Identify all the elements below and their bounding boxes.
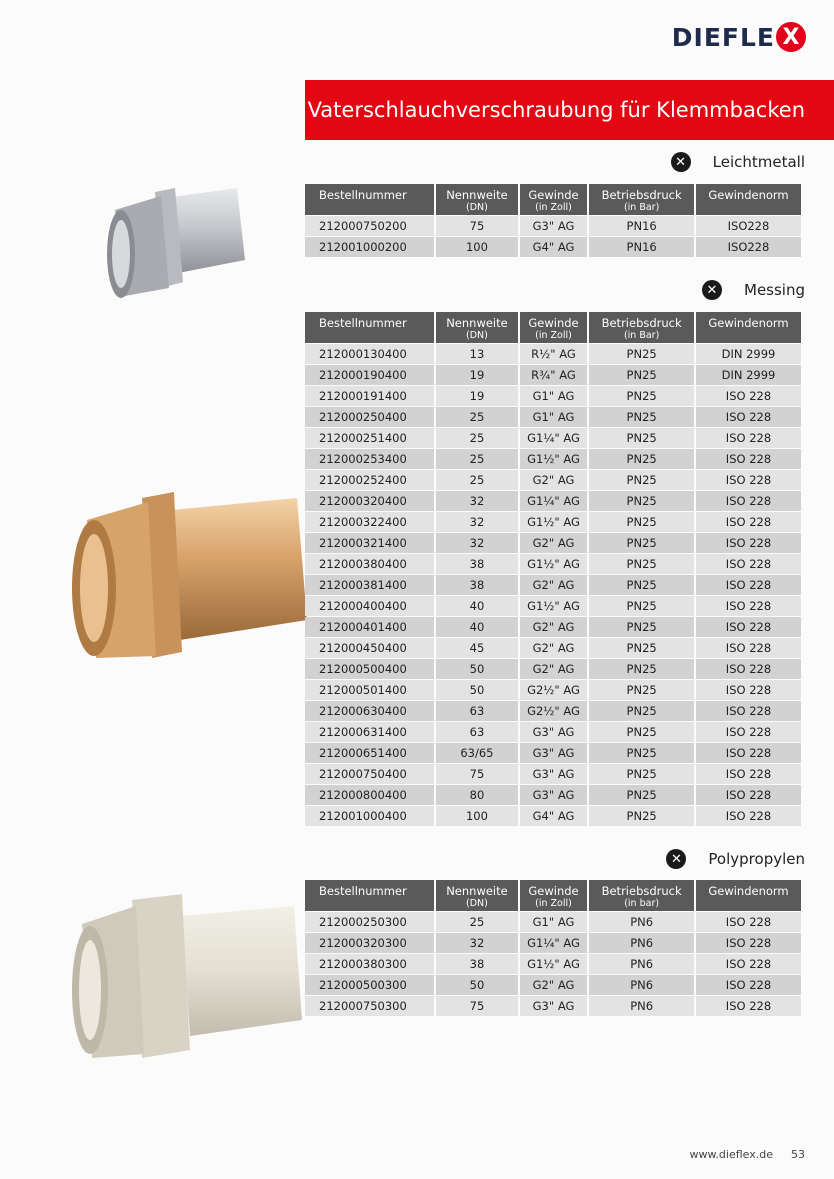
- col-header-betriebsdruck: Betriebsdruck (in bar): [589, 880, 694, 911]
- cell-gewindenorm: ISO 228: [696, 407, 801, 427]
- cell-gewindenorm: ISO 228: [696, 743, 801, 763]
- cell-bestellnummer: 212000630400: [305, 701, 434, 721]
- cell-betriebsdruck: PN25: [589, 638, 694, 658]
- cell-gewinde: G1½" AG: [520, 512, 588, 532]
- cell-nennweite: 63: [436, 701, 518, 721]
- cell-gewindenorm: ISO 228: [696, 449, 801, 469]
- cell-bestellnummer: 212000190400: [305, 365, 434, 385]
- brand-x-icon: X: [776, 22, 806, 52]
- cell-gewinde: G1¼" AG: [520, 428, 588, 448]
- cell-bestellnummer: 212000380300: [305, 954, 434, 974]
- cell-bestellnummer: 212000381400: [305, 575, 434, 595]
- cell-gewindenorm: ISO 228: [696, 428, 801, 448]
- cell-bestellnummer: 212000750300: [305, 996, 434, 1016]
- cell-gewindenorm: ISO 228: [696, 701, 801, 721]
- cell-betriebsdruck: PN25: [589, 659, 694, 679]
- cell-gewindenorm: ISO 228: [696, 659, 801, 679]
- cell-betriebsdruck: PN6: [589, 933, 694, 953]
- table-row: [305, 975, 801, 995]
- cell-betriebsdruck: PN25: [589, 554, 694, 574]
- cell-gewindenorm: ISO 228: [696, 722, 801, 742]
- cell-bestellnummer: 212000651400: [305, 743, 434, 763]
- cell-bestellnummer: 212000321400: [305, 533, 434, 553]
- cell-betriebsdruck: PN25: [589, 617, 694, 637]
- cell-gewinde: G1" AG: [520, 407, 588, 427]
- table-row: [305, 764, 801, 784]
- brand-logo: [672, 22, 806, 52]
- cell-betriebsdruck: PN6: [589, 996, 694, 1016]
- cell-nennweite: 40: [436, 617, 518, 637]
- cell-gewindenorm: ISO 228: [696, 680, 801, 700]
- cell-gewinde: G2" AG: [520, 659, 588, 679]
- cell-nennweite: 50: [436, 680, 518, 700]
- cell-gewindenorm: ISO 228: [696, 912, 801, 932]
- cell-nennweite: 40: [436, 596, 518, 616]
- table-row: [305, 554, 801, 574]
- col-header-betriebsdruck: Betriebsdruck (in Bar): [589, 184, 694, 215]
- table-polypropylen: [303, 879, 803, 1017]
- cell-bestellnummer: 212000401400: [305, 617, 434, 637]
- cell-betriebsdruck: PN25: [589, 386, 694, 406]
- col-header-nennweite: Nennweite (DN): [436, 312, 518, 343]
- cell-gewindenorm: ISO 228: [696, 470, 801, 490]
- cell-nennweite: 38: [436, 954, 518, 974]
- cell-betriebsdruck: PN25: [589, 743, 694, 763]
- col-header-gewindenorm: Gewindenorm: [696, 184, 801, 215]
- section-label-polypropylen: ✕ Polypropylen: [666, 849, 805, 869]
- footer-url[interactable]: www.dieflex.de: [689, 1148, 773, 1161]
- cell-betriebsdruck: PN25: [589, 575, 694, 595]
- cell-nennweite: 75: [436, 764, 518, 784]
- table-row: [305, 344, 801, 364]
- cell-bestellnummer: 212001000400: [305, 806, 434, 826]
- cell-gewinde: G2½" AG: [520, 701, 588, 721]
- cell-nennweite: 32: [436, 512, 518, 532]
- cell-gewinde: G3" AG: [520, 785, 588, 805]
- col-header-gewinde: Gewinde (in Zoll): [520, 184, 588, 215]
- table-row: [305, 659, 801, 679]
- cell-bestellnummer: 212000380400: [305, 554, 434, 574]
- cell-nennweite: 38: [436, 554, 518, 574]
- cell-gewindenorm: ISO 228: [696, 491, 801, 511]
- table-row: [305, 575, 801, 595]
- cell-gewinde: G3" AG: [520, 743, 588, 763]
- cell-betriebsdruck: PN6: [589, 954, 694, 974]
- leichtmetall-fitting-image: [95, 170, 255, 310]
- cell-bestellnummer: 212000500300: [305, 975, 434, 995]
- cell-bestellnummer: 212000251400: [305, 428, 434, 448]
- cell-bestellnummer: 212000130400: [305, 344, 434, 364]
- table-row: [305, 806, 801, 826]
- cell-bestellnummer: 212000250400: [305, 407, 434, 427]
- cell-bestellnummer: 212000500400: [305, 659, 434, 679]
- cell-gewinde: R¾" AG: [520, 365, 588, 385]
- cell-betriebsdruck: PN25: [589, 365, 694, 385]
- table-row: [305, 216, 801, 236]
- table-messing: [303, 311, 803, 827]
- cell-gewindenorm: DIN 2999: [696, 344, 801, 364]
- cell-nennweite: 32: [436, 933, 518, 953]
- cell-betriebsdruck: PN25: [589, 470, 694, 490]
- cell-nennweite: 75: [436, 216, 518, 236]
- cell-bestellnummer: 212000501400: [305, 680, 434, 700]
- cell-betriebsdruck: PN25: [589, 596, 694, 616]
- cell-bestellnummer: 212000450400: [305, 638, 434, 658]
- cell-gewindenorm: ISO 228: [696, 575, 801, 595]
- table-row: [305, 596, 801, 616]
- table-row: [305, 638, 801, 658]
- cell-gewindenorm: ISO 228: [696, 764, 801, 784]
- table-row: [305, 785, 801, 805]
- cell-gewindenorm: ISO 228: [696, 533, 801, 553]
- cell-gewindenorm: ISO 228: [696, 596, 801, 616]
- col-header-bestellnummer: Bestellnummer: [305, 184, 434, 215]
- cell-bestellnummer: 212000322400: [305, 512, 434, 532]
- table-row: [305, 407, 801, 427]
- cell-gewinde: G2" AG: [520, 617, 588, 637]
- cell-gewinde: G4" AG: [520, 237, 588, 257]
- cell-nennweite: 25: [436, 407, 518, 427]
- cell-bestellnummer: 212000252400: [305, 470, 434, 490]
- cell-betriebsdruck: PN25: [589, 533, 694, 553]
- messing-fitting-image: [62, 480, 312, 670]
- cell-nennweite: 25: [436, 470, 518, 490]
- cell-nennweite: 25: [436, 449, 518, 469]
- table-row: [305, 954, 801, 974]
- cell-bestellnummer: 212000400400: [305, 596, 434, 616]
- cell-betriebsdruck: PN25: [589, 722, 694, 742]
- close-x-icon: ✕: [702, 280, 722, 300]
- cell-nennweite: 80: [436, 785, 518, 805]
- col-header-nennweite: Nennweite (DN): [436, 184, 518, 215]
- cell-gewinde: G2" AG: [520, 975, 588, 995]
- cell-gewindenorm: ISO 228: [696, 638, 801, 658]
- cell-nennweite: 63: [436, 722, 518, 742]
- cell-bestellnummer: 212000320400: [305, 491, 434, 511]
- cell-nennweite: 45: [436, 638, 518, 658]
- cell-gewinde: G1½" AG: [520, 554, 588, 574]
- cell-betriebsdruck: PN25: [589, 701, 694, 721]
- cell-betriebsdruck: PN25: [589, 344, 694, 364]
- cell-bestellnummer: 212000253400: [305, 449, 434, 469]
- cell-nennweite: 38: [436, 575, 518, 595]
- cell-nennweite: 50: [436, 975, 518, 995]
- cell-gewindenorm: ISO228: [696, 237, 801, 257]
- cell-betriebsdruck: PN25: [589, 449, 694, 469]
- cell-gewindenorm: DIN 2999: [696, 365, 801, 385]
- col-header-nennweite: Nennweite (DN): [436, 880, 518, 911]
- table-row: [305, 743, 801, 763]
- cell-gewindenorm: ISO 228: [696, 996, 801, 1016]
- table-row: [305, 491, 801, 511]
- cell-gewindenorm: ISO 228: [696, 975, 801, 995]
- cell-betriebsdruck: PN6: [589, 975, 694, 995]
- cell-gewinde: G3" AG: [520, 722, 588, 742]
- table-row: [305, 449, 801, 469]
- cell-betriebsdruck: PN16: [589, 237, 694, 257]
- cell-gewinde: G4" AG: [520, 806, 588, 826]
- cell-betriebsdruck: PN25: [589, 785, 694, 805]
- cell-gewinde: R½" AG: [520, 344, 588, 364]
- col-header-gewindenorm: Gewindenorm: [696, 880, 801, 911]
- cell-nennweite: 32: [436, 491, 518, 511]
- cell-gewinde: G1" AG: [520, 912, 588, 932]
- col-header-bestellnummer: Bestellnummer: [305, 312, 434, 343]
- cell-gewinde: G3" AG: [520, 216, 588, 236]
- cell-bestellnummer: 212000250300: [305, 912, 434, 932]
- cell-nennweite: 25: [436, 428, 518, 448]
- cell-gewinde: G1½" AG: [520, 954, 588, 974]
- col-header-gewinde: Gewinde (in Zoll): [520, 312, 588, 343]
- table-row: [305, 512, 801, 532]
- cell-gewinde: G3" AG: [520, 996, 588, 1016]
- section-label-leichtmetall: ✕ Leichtmetall: [671, 152, 805, 172]
- cell-gewindenorm: ISO 228: [696, 785, 801, 805]
- cell-betriebsdruck: PN25: [589, 680, 694, 700]
- col-header-gewindenorm: Gewindenorm: [696, 312, 801, 343]
- table-row: [305, 722, 801, 742]
- cell-nennweite: 13: [436, 344, 518, 364]
- table-row: [305, 680, 801, 700]
- page-title: Vaterschlauchverschraubung für Klemmbacken: [307, 98, 805, 122]
- cell-bestellnummer: 212000750200: [305, 216, 434, 236]
- cell-betriebsdruck: PN25: [589, 428, 694, 448]
- table-row: [305, 386, 801, 406]
- table-row: [305, 701, 801, 721]
- table-row: [305, 237, 801, 257]
- cell-gewinde: G1" AG: [520, 386, 588, 406]
- table-row: [305, 533, 801, 553]
- cell-gewinde: G1½" AG: [520, 449, 588, 469]
- cell-gewindenorm: ISO228: [696, 216, 801, 236]
- table-row: [305, 996, 801, 1016]
- cell-nennweite: 100: [436, 806, 518, 826]
- table-row: [305, 470, 801, 490]
- close-x-icon: ✕: [666, 849, 686, 869]
- cell-bestellnummer: 212000320300: [305, 933, 434, 953]
- cell-gewinde: G2" AG: [520, 470, 588, 490]
- cell-gewinde: G1¼" AG: [520, 491, 588, 511]
- cell-gewinde: G2" AG: [520, 638, 588, 658]
- table-row: [305, 912, 801, 932]
- cell-gewinde: G1½" AG: [520, 596, 588, 616]
- page-number: 53: [791, 1148, 805, 1161]
- table-row: [305, 428, 801, 448]
- cell-bestellnummer: 212000800400: [305, 785, 434, 805]
- table-row: [305, 365, 801, 385]
- cell-nennweite: 32: [436, 533, 518, 553]
- cell-gewinde: G1¼" AG: [520, 933, 588, 953]
- table-row: [305, 933, 801, 953]
- page-title-banner: [305, 80, 834, 140]
- cell-betriebsdruck: PN25: [589, 512, 694, 532]
- cell-nennweite: 100: [436, 237, 518, 257]
- cell-gewindenorm: ISO 228: [696, 554, 801, 574]
- cell-nennweite: 63/65: [436, 743, 518, 763]
- cell-gewindenorm: ISO 228: [696, 617, 801, 637]
- cell-nennweite: 19: [436, 386, 518, 406]
- polypropylen-fitting-image: [62, 880, 312, 1070]
- cell-betriebsdruck: PN25: [589, 806, 694, 826]
- cell-bestellnummer: 212000750400: [305, 764, 434, 784]
- table-row: [305, 617, 801, 637]
- cell-betriebsdruck: PN25: [589, 764, 694, 784]
- cell-betriebsdruck: PN16: [589, 216, 694, 236]
- cell-gewindenorm: ISO 228: [696, 933, 801, 953]
- cell-gewindenorm: ISO 228: [696, 954, 801, 974]
- col-header-betriebsdruck: Betriebsdruck (in Bar): [589, 312, 694, 343]
- section-label-messing: ✕ Messing: [702, 280, 805, 300]
- cell-nennweite: 75: [436, 996, 518, 1016]
- col-header-gewinde: Gewinde (in Zoll): [520, 880, 588, 911]
- table-leichtmetall: [303, 183, 803, 258]
- brand-name: DIEFLE: [671, 22, 775, 52]
- cell-nennweite: 19: [436, 365, 518, 385]
- cell-betriebsdruck: PN25: [589, 407, 694, 427]
- cell-nennweite: 50: [436, 659, 518, 679]
- cell-bestellnummer: 212000631400: [305, 722, 434, 742]
- cell-gewinde: G2" AG: [520, 533, 588, 553]
- col-header-bestellnummer: Bestellnummer: [305, 880, 434, 911]
- cell-gewinde: G3" AG: [520, 764, 588, 784]
- cell-gewindenorm: ISO 228: [696, 386, 801, 406]
- cell-gewindenorm: ISO 228: [696, 806, 801, 826]
- cell-betriebsdruck: PN6: [589, 912, 694, 932]
- cell-bestellnummer: 212000191400: [305, 386, 434, 406]
- cell-bestellnummer: 212001000200: [305, 237, 434, 257]
- page-footer: [689, 1148, 805, 1161]
- cell-betriebsdruck: PN25: [589, 491, 694, 511]
- cell-gewindenorm: ISO 228: [696, 512, 801, 532]
- cell-nennweite: 25: [436, 912, 518, 932]
- cell-gewinde: G2½" AG: [520, 680, 588, 700]
- close-x-icon: ✕: [671, 152, 691, 172]
- cell-gewinde: G2" AG: [520, 575, 588, 595]
